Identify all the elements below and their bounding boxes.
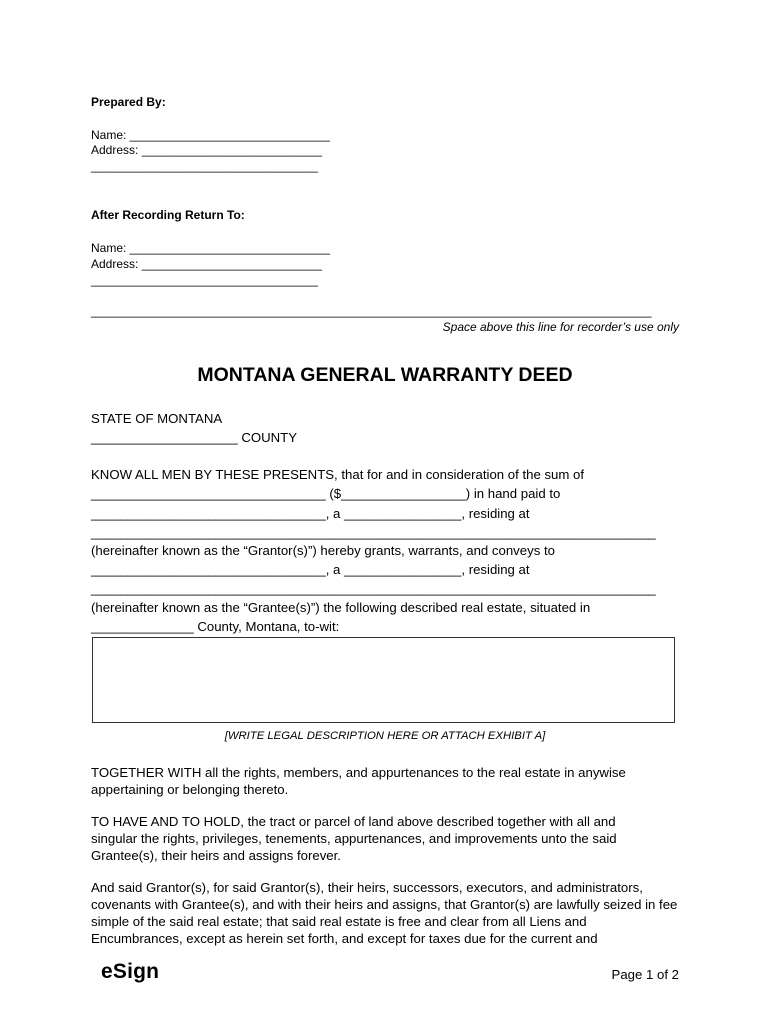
- body-line-3: ________________________________, a ________________, residing at: [91, 506, 530, 521]
- state-line: STATE OF MONTANA: [91, 411, 223, 426]
- prepared-by-address-line2: __________________________________: [91, 159, 318, 173]
- return-to-address-line2: __________________________________: [91, 273, 318, 287]
- body-line-6: ________________________________, a ________________, residing at: [91, 562, 530, 577]
- legal-description-box[interactable]: [92, 637, 675, 723]
- county-line: ____________________ COUNTY: [91, 430, 298, 445]
- esign-logo: eSign: [101, 960, 160, 983]
- return-to-name-field: Name: ______________________________: [91, 241, 330, 255]
- body-line-2: ________________________________ ($_________________) in hand paid to: [91, 486, 561, 501]
- prepared-by-name-field: Name: ______________________________: [91, 128, 330, 142]
- body-line-7: _____________________________________________________________________________: [91, 581, 656, 596]
- body-line-8: (hereinafter known as the “Grantee(s)”) the following described real estate, situated in: [91, 600, 591, 615]
- prepared-by-heading: Prepared By:: [91, 95, 166, 109]
- together-with-paragraph: TOGETHER WITH all the rights, members, and appurtenances to the real estate in anywise appertaining or belonging thereto.: [91, 765, 626, 797]
- prepared-by-address-field: Address: ___________________________: [91, 143, 322, 157]
- legal-description-caption: [WRITE LEGAL DESCRIPTION HERE OR ATTACH EXHIBIT A]: [224, 730, 546, 742]
- covenants-paragraph: And said Grantor(s), for said Grantor(s), their heirs, successors, executors, and administrators, covenants with Grantee(s), and with their heirs and assigns, that Grantor(s) are lawfully seized in fee simple of the said real estate; that said real estate is free and clear from all Liens and Encumbrances, except as herein set forth, and except for taxes due for the current and: [91, 880, 678, 946]
- body-line-4: _____________________________________________________________________________: [91, 525, 656, 540]
- return-to-heading: After Recording Return To:: [91, 208, 245, 222]
- body-line-5: (hereinafter known as the “Grantor(s)”) hereby grants, warrants, and conveys to: [91, 543, 555, 558]
- body-line-1: KNOW ALL MEN BY THESE PRESENTS, that for and in consideration of the sum of: [91, 467, 585, 482]
- document-title: MONTANA GENERAL WARRANTY DEED: [197, 364, 573, 386]
- page-number: Page 1 of 2: [611, 967, 679, 982]
- to-have-and-to-hold-paragraph: TO HAVE AND TO HOLD, the tract or parcel of land above described together with all and singular the rights, privileges, tenements, appurtenances, and improvements unto the said Grantee(s), their heirs and assigns forever.: [91, 814, 617, 863]
- recorder-note: Space above this line for recorder’s use only: [442, 320, 679, 334]
- body-line-9: ______________ County, Montana, to-wit:: [91, 619, 340, 634]
- return-to-address-field: Address: ___________________________: [91, 257, 322, 271]
- recorder-line: ____________________________________________________________________________________: [91, 304, 652, 318]
